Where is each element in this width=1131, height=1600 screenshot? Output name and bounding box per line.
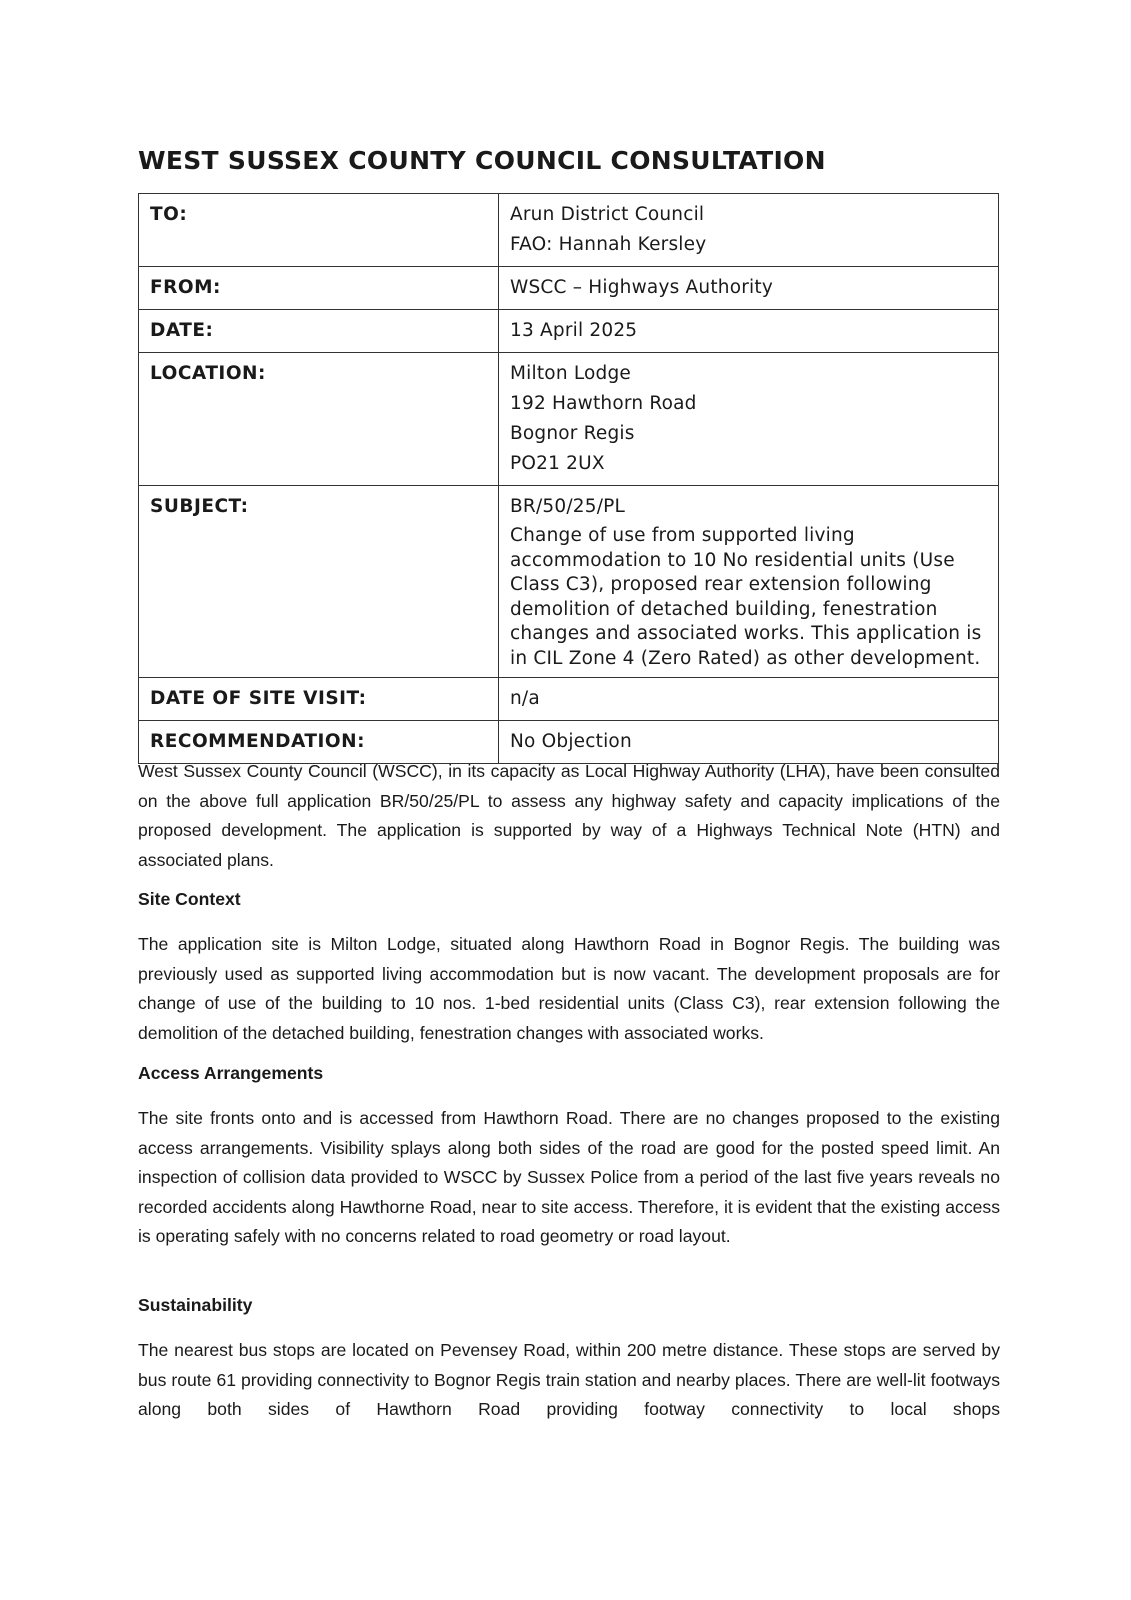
table-row-subject <box>139 486 999 678</box>
to-value <box>499 194 999 267</box>
table-row-date <box>139 310 999 353</box>
sustainability-heading: Sustainability <box>138 1295 253 1315</box>
from-label: FROM: <box>139 267 499 310</box>
location-value <box>499 353 999 486</box>
subject-value <box>499 486 999 678</box>
site-visit-label: DATE OF SITE VISIT: <box>139 678 499 721</box>
sustainability-paragraph: The nearest bus stops are located on Pevensey Road, within 200 metre distance. These stops are served by bus route 61 providing connectivity to Bognor Regis train station and nearby places. There are well-lit footways along both sides of Hawthorn Road providing footway connectivity to local shops <box>138 1340 1000 1420</box>
subject-reference: BR/50/25/PL <box>510 496 625 517</box>
access-arrangements-paragraph: The site fronts onto and is accessed from Hawthorn Road. There are no changes proposed to the existing access arrangements. Visibility splays along both sides of the road are good for the posted speed limit. An inspection of collision data provided to WSCC by Sussex Police from a period of the last five years reveals no recorded accidents along Hawthorne Road, near to site access. Therefore, it is evident that the existing access is operating safely with no concerns related to road geometry or road layout. <box>138 1108 1000 1247</box>
to-label: TO: <box>139 194 499 267</box>
location-line-1: Milton Lodge <box>510 363 631 384</box>
consultation-details-table <box>138 193 999 764</box>
location-line-2: 192 Hawthorn Road <box>510 393 697 414</box>
date-label: DATE: <box>139 310 499 353</box>
date-value: 13 April 2025 <box>499 310 999 353</box>
table-row-location <box>139 353 999 486</box>
recommendation-label: RECOMMENDATION: <box>139 721 499 764</box>
site-context-paragraph: The application site is Milton Lodge, situated along Hawthorn Road in Bognor Regis. The building was previously used as supported living accommodation but is now vacant. The development proposals are for change of use of the building to 10 nos. 1-bed residential units (Class C3), rear extension following the demolition of the detached building, fenestration changes with associated works. <box>138 934 1000 1043</box>
table-row-from <box>139 267 999 310</box>
location-line-4: PO21 2UX <box>510 453 605 474</box>
intro-paragraph: West Sussex County Council (WSCC), in its capacity as Local Highway Authority (LHA), have been consulted on the above full application BR/50/25/PL to assess any highway safety and capacity implications of the proposed development. The application is supported by way of a Highways Technical Note (HTN) and associated plans. <box>138 761 1000 870</box>
access-arrangements-heading: Access Arrangements <box>138 1063 324 1083</box>
table-row-site-visit <box>139 678 999 721</box>
to-line-2: FAO: Hannah Kersley <box>510 234 707 255</box>
recommendation-value: No Objection <box>499 721 999 764</box>
subject-description: Change of use from supported living accommodation to 10 No residential units (Use Class C3), proposed rear extension following demolition of detached building, fenestration changes and associated works. This application is in CIL Zone 4 (Zero Rated) as other development. <box>510 525 982 669</box>
location-label: LOCATION: <box>139 353 499 486</box>
document-title: WEST SUSSEX COUNTY COUNCIL CONSULTATION <box>138 146 826 175</box>
site-context-heading: Site Context <box>138 889 241 909</box>
subject-label: SUBJECT: <box>139 486 499 678</box>
from-value: WSCC – Highways Authority <box>499 267 999 310</box>
location-line-3: Bognor Regis <box>510 423 635 444</box>
site-visit-value: n/a <box>499 678 999 721</box>
to-line-1: Arun District Council <box>510 204 705 225</box>
table-row-to <box>139 194 999 267</box>
